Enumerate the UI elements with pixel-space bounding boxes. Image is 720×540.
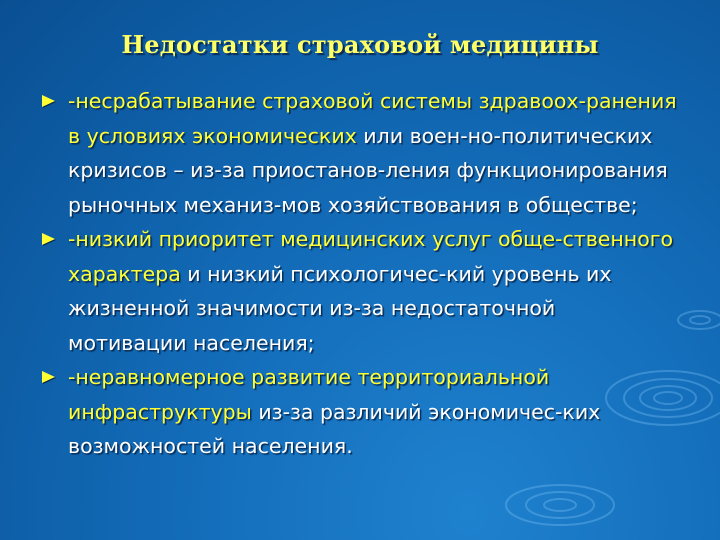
bullet-highlight-text: -низкий приоритет медицинских услуг обще-ственного характера bbox=[68, 227, 674, 286]
triangle-arrow-icon bbox=[42, 371, 55, 383]
slide-title: Недостатки страховой медицины bbox=[121, 30, 599, 59]
triangle-arrow-icon bbox=[42, 233, 55, 245]
bullet-body-text: и низкий психологичес-кий уровень их жизненной значимости из-за недостаточной мотивации населения; bbox=[68, 261, 612, 355]
bullet-body-text: из-за различий экономичес-ких возможностей населения. bbox=[68, 399, 601, 458]
bullet-highlight-text: -несрабатывание страховой системы здравоох-ранения в условиях экономических bbox=[68, 89, 677, 148]
bullet-item bbox=[40, 222, 680, 360]
bullet-list bbox=[40, 84, 680, 464]
bullet-item bbox=[40, 84, 680, 222]
bullet-item bbox=[40, 360, 680, 464]
bullet-body-text: или воен-но-политических кризисов – из-за приостанов-ления функционирования рыночных механиз-мов хозяйствования в обществе; bbox=[68, 123, 668, 217]
triangle-arrow-icon bbox=[42, 95, 55, 107]
bullet-highlight-text: -неравномерное развитие территориальной инфраструктуры bbox=[68, 365, 550, 424]
